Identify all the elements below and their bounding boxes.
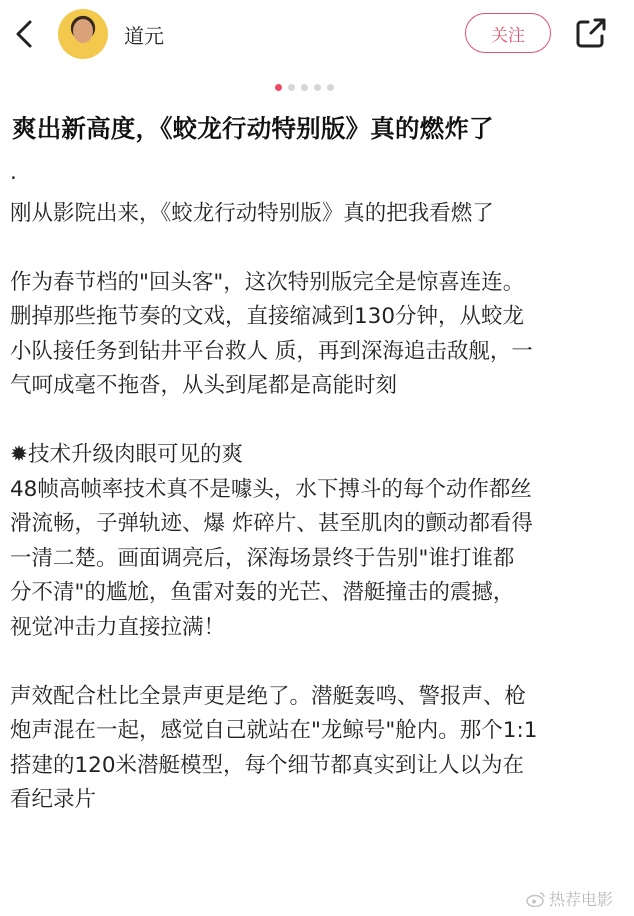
- post-body: [10, 162, 630, 818]
- carousel-dot: [288, 84, 295, 91]
- carousel-indicator: [275, 84, 334, 92]
- watermark: [526, 887, 613, 910]
- body-line: 看纪录片: [10, 787, 97, 812]
- blank-line: [10, 404, 630, 439]
- body-line: 滑流畅，子弹轨迹、爆 炸碎片、甚至肌肉的颤动都看得: [10, 511, 533, 536]
- blank-line: [10, 231, 630, 266]
- carousel-dot: [275, 84, 282, 91]
- chevron-left-icon[interactable]: [10, 16, 40, 52]
- top-bar: [0, 0, 634, 70]
- body-line: 作为春节档的"回头客"，这次特别版完全是惊喜连连。: [10, 269, 525, 295]
- blank-line: [10, 645, 630, 680]
- carousel-dot: [327, 84, 334, 91]
- carousel-dot: [314, 84, 321, 91]
- body-line: ·: [10, 166, 17, 191]
- body-line: 炮声混在一起，感觉自己就站在"龙鲸号"舱内。那个1:1: [10, 718, 538, 743]
- body-line: 删掉那些拖节奏的文戏，直接缩减到130分钟，从蛟龙: [10, 304, 525, 329]
- body-line: 声效配合杜比全景声更是绝了。潜艇轰鸣、警报声、枪: [10, 683, 527, 709]
- avatar[interactable]: [58, 9, 108, 59]
- body-line: 48帧高帧率技术真不是噱头，水下搏斗的每个动作都丝: [10, 476, 532, 502]
- body-line: 刚从影院出来，《蛟龙行动特别版》真的把我看燃了: [10, 200, 494, 226]
- post-title: 爽出新高度，《蛟龙行动特别版》真的燃炸了: [12, 114, 494, 143]
- username[interactable]: 道元: [124, 24, 164, 48]
- body-line: ✹技术升级肉眼可见的爽: [10, 442, 244, 467]
- share-icon[interactable]: [574, 16, 608, 50]
- body-line: 气呵成毫不拖沓，从头到尾都是高能时刻: [10, 373, 398, 398]
- body-line: 小队接任务到钻井平台救人 质，再到深海追击敌舰，一: [10, 338, 533, 364]
- body-line: 视觉冲击力直接拉满！: [10, 614, 226, 640]
- watermark-text: 热荐电影: [549, 890, 614, 909]
- body-line: 一清二楚。画面调亮后，深海场景终于告别"谁打谁都: [10, 545, 515, 571]
- weibo-icon: [526, 891, 546, 907]
- body-line: 搭建的120米潜艇模型，每个细节都真实到让人以为在: [10, 752, 525, 778]
- follow-button[interactable]: 关注: [465, 13, 551, 53]
- body-line: 分不清"的尴尬，鱼雷对轰的光芒、潜艇撞击的震撼，: [10, 580, 515, 605]
- carousel-dot: [301, 84, 308, 91]
